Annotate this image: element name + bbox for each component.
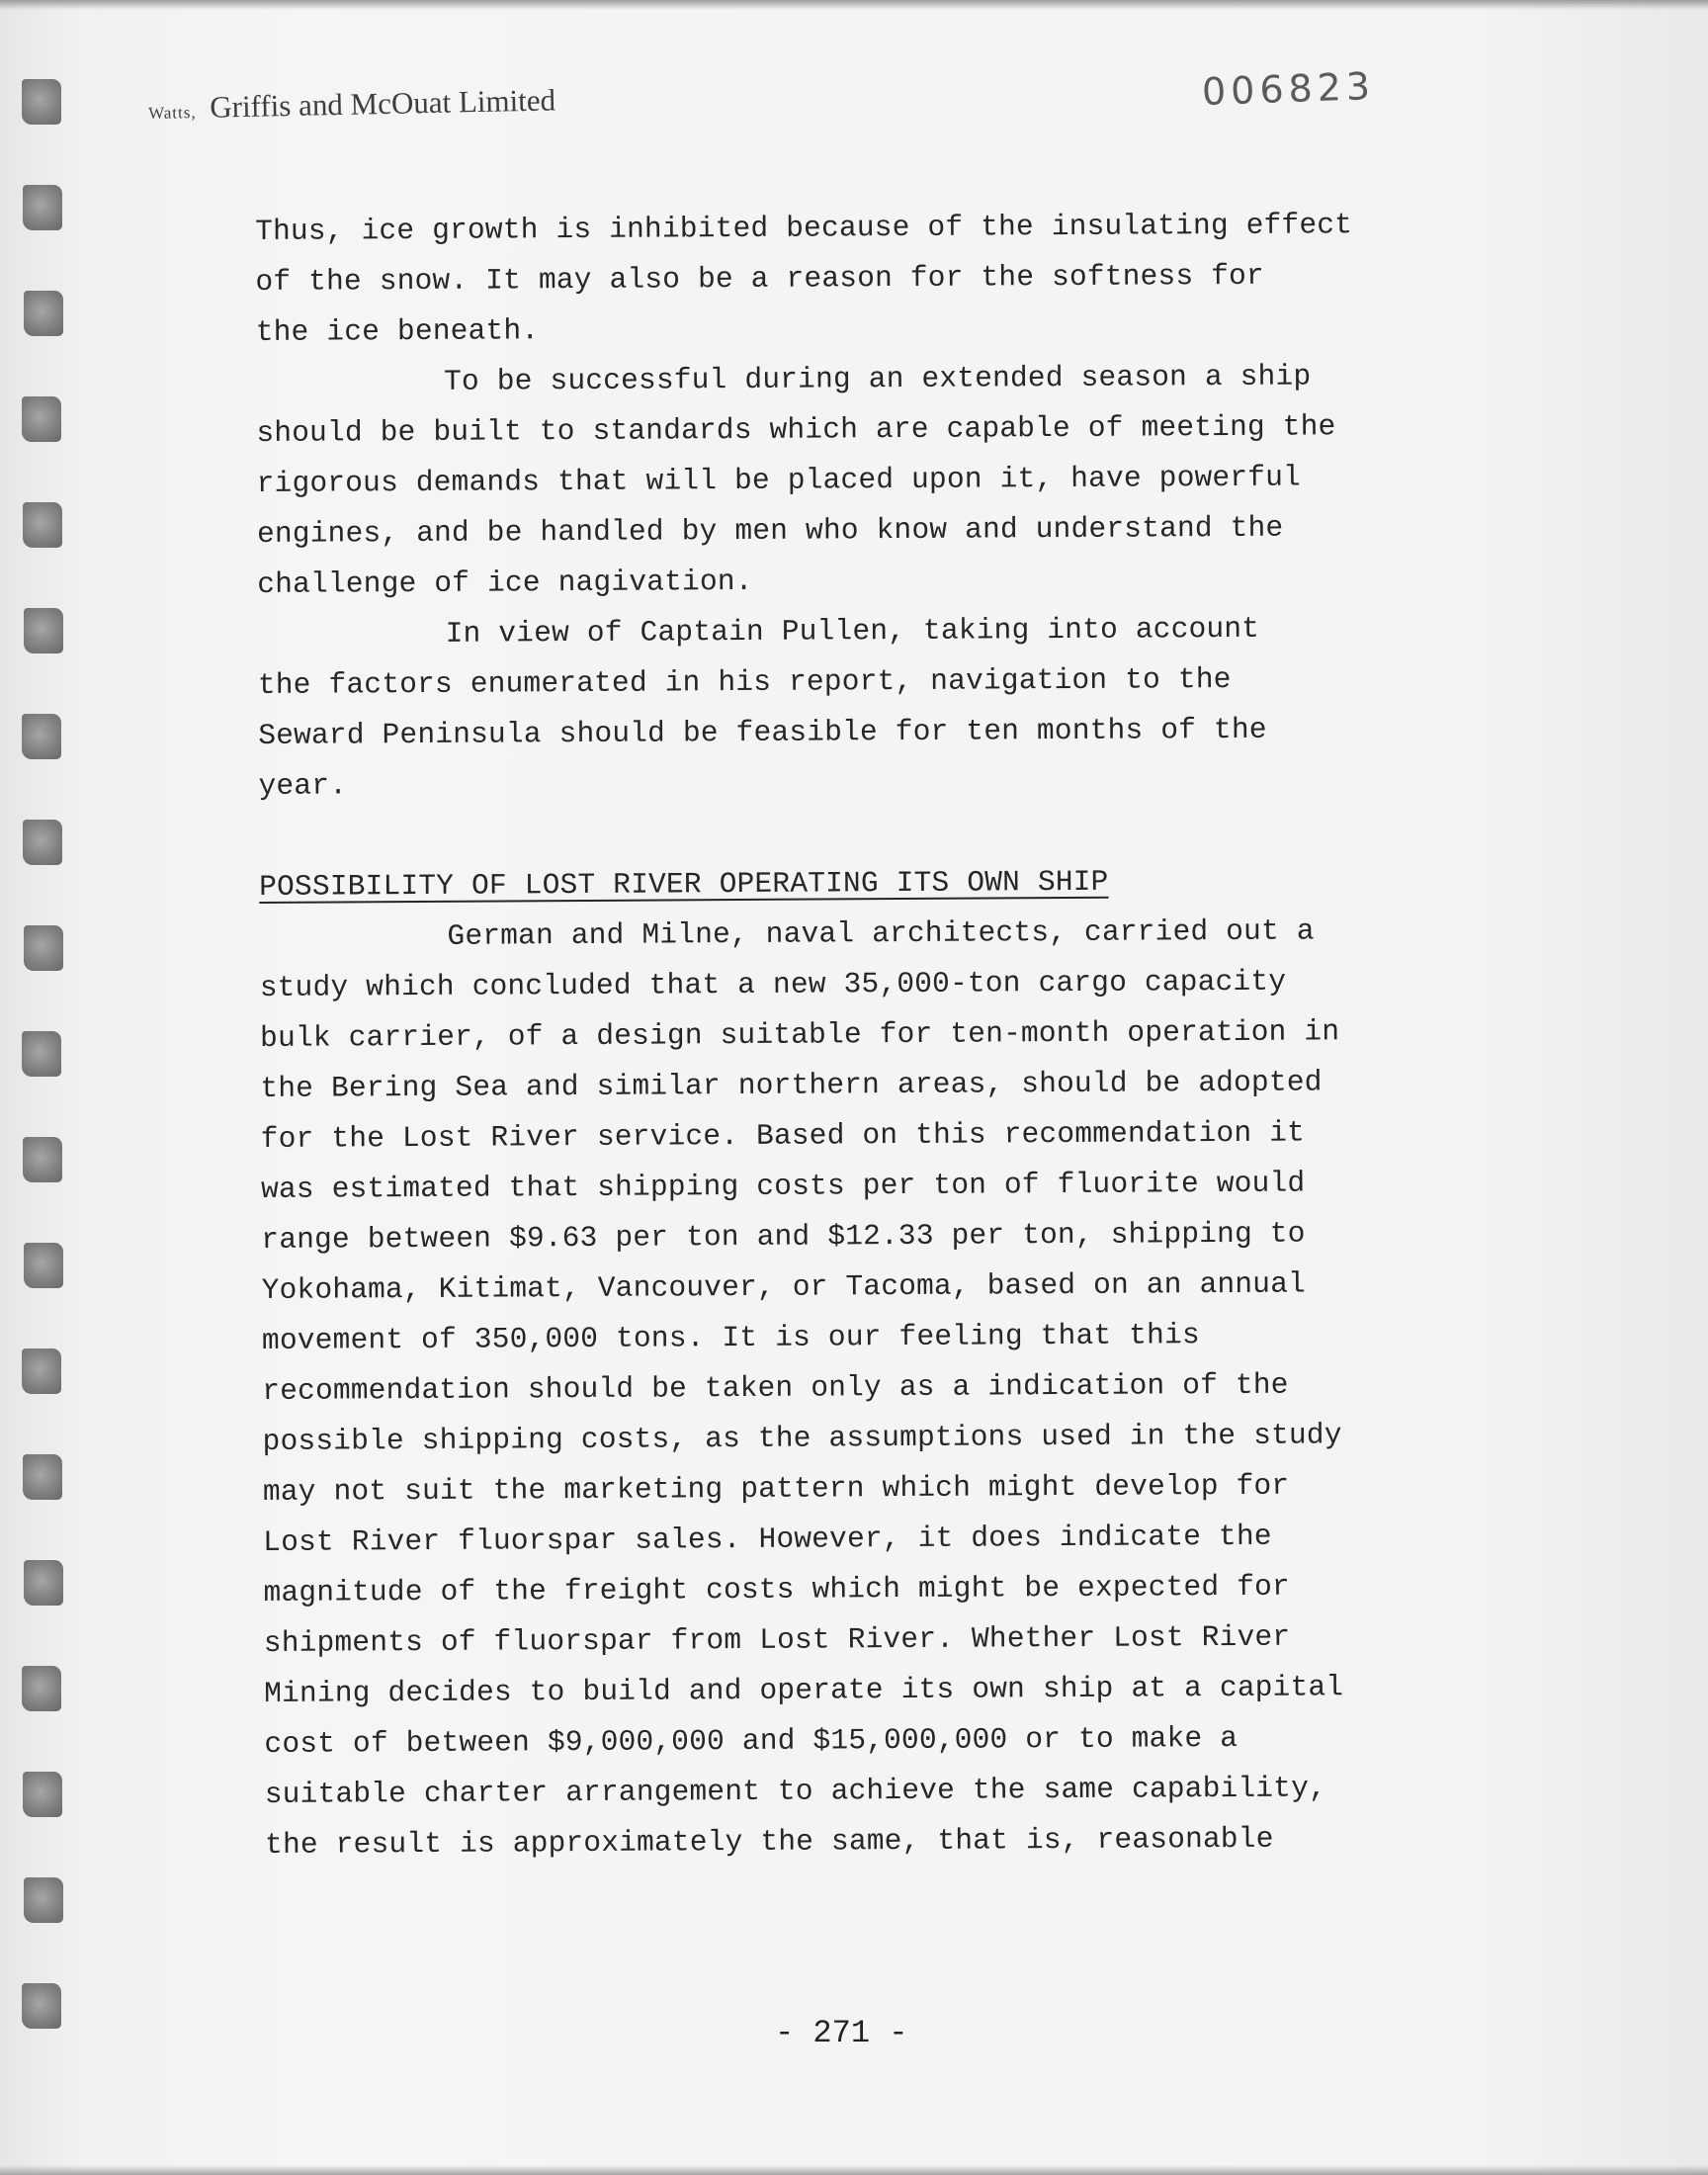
text-line: To be successful during an extended season a ship <box>443 359 1312 398</box>
binding-hole <box>23 820 62 865</box>
letterhead <box>148 82 556 127</box>
text-line: the ice beneath. <box>255 313 540 349</box>
binding-hole <box>24 291 63 336</box>
letterhead-company: Griffis and McOuat Limited <box>209 82 556 125</box>
binding-hole <box>22 396 61 442</box>
text-line: Thus, ice growth is inhibited because of the insulating effect <box>255 208 1353 248</box>
text-line: Seward Peninsula should be feasible for ten months of the <box>258 712 1267 752</box>
body-text <box>255 199 1510 1870</box>
binding-hole <box>23 1137 62 1182</box>
binding-hole <box>23 502 62 548</box>
text-line: magnitude of the freight costs which might be expected for <box>263 1569 1291 1610</box>
paragraph <box>255 199 1501 358</box>
text-line: shipments of fluorspar from Lost River. Whether Lost River <box>263 1619 1291 1660</box>
paragraph <box>257 602 1503 812</box>
text-line: Lost River fluorspar sales. However, it does indicate the <box>263 1519 1272 1559</box>
text-line: cost of between $9,000,000 and $15,000,000 or to make a <box>264 1720 1238 1761</box>
text-line: movement of 350,000 tons. It is our feeling that this <box>261 1318 1200 1357</box>
text-line: bulk carrier, of a design suitable for ten-month operation in <box>260 1014 1340 1055</box>
page-top-edge <box>0 0 1708 10</box>
paragraph <box>256 350 1503 610</box>
binding-hole <box>22 714 61 759</box>
text-line: was estimated that shipping costs per ton of fluorite would <box>260 1166 1306 1206</box>
text-line: engines, and be handled by men who know and understand the <box>256 510 1284 551</box>
text-line: study which concluded that a new 35,000-ton cargo capacity <box>259 964 1287 1004</box>
page-bottom-edge <box>0 2165 1708 2175</box>
binding-hole <box>24 608 63 653</box>
binding-hole <box>22 1348 61 1394</box>
text-line: Yokohama, Kitimat, Vancouver, or Tacoma, based on an annual <box>261 1266 1307 1307</box>
text-line: rigorous demands that will be placed upon it, have powerful <box>256 460 1302 500</box>
document-number-stamp: 006823 <box>1201 63 1376 115</box>
text-line: German and Milne, naval architects, carried out a <box>447 914 1315 953</box>
paragraph <box>259 905 1510 1870</box>
binding-hole <box>22 1031 61 1077</box>
text-line: the factors enumerated in his report, navigation to the <box>257 661 1232 702</box>
binding-hole <box>23 1772 62 1817</box>
text-line: the result is approximately the same, that is, reasonable <box>265 1821 1274 1862</box>
text-line: In view of Captain Pullen, taking into account <box>445 611 1260 651</box>
binding-hole <box>24 925 63 971</box>
binding-hole <box>22 1666 61 1711</box>
text-line: of the snow. It may also be a reason for the softness for <box>255 258 1265 299</box>
text-line: Mining decides to build and operate its own ship at a capital <box>264 1670 1344 1710</box>
letterhead-prefix: Watts, <box>147 102 197 123</box>
binding-hole <box>22 79 61 125</box>
binding-hole <box>24 1243 63 1288</box>
section-heading-row <box>259 854 1504 913</box>
section-heading: POSSIBILITY OF LOST RIVER OPERATING ITS OWN SHIP <box>259 864 1109 904</box>
page-number: - 271 - <box>775 2015 908 2051</box>
spiral-binding <box>18 79 77 2116</box>
text-line: range between $9.63 per ton and $12.33 per ton, shipping to <box>261 1216 1306 1257</box>
binding-hole <box>22 1983 61 2029</box>
binding-hole <box>24 1877 63 1923</box>
spacer <box>259 804 1504 862</box>
text-line: the Bering Sea and similar northern areas, should be adopted <box>260 1065 1323 1105</box>
text-line: may not suit the marketing pattern which might develop for <box>262 1468 1290 1509</box>
text-line: should be built to standards which are capable of meeting the <box>256 409 1336 450</box>
text-line: year. <box>258 768 348 803</box>
text-line: suitable charter arrangement to achieve the same capability, <box>264 1771 1327 1811</box>
text-line: for the Lost River service. Based on this recommendation it <box>260 1115 1306 1156</box>
binding-hole <box>23 185 62 230</box>
binding-hole <box>23 1454 62 1500</box>
text-line: challenge of ice nagivation. <box>257 564 753 601</box>
binding-hole <box>24 1560 63 1606</box>
text-line: possible shipping costs, as the assumptions used in the study <box>262 1418 1342 1458</box>
text-line: recommendation should be taken only as a indication of the <box>262 1367 1289 1408</box>
